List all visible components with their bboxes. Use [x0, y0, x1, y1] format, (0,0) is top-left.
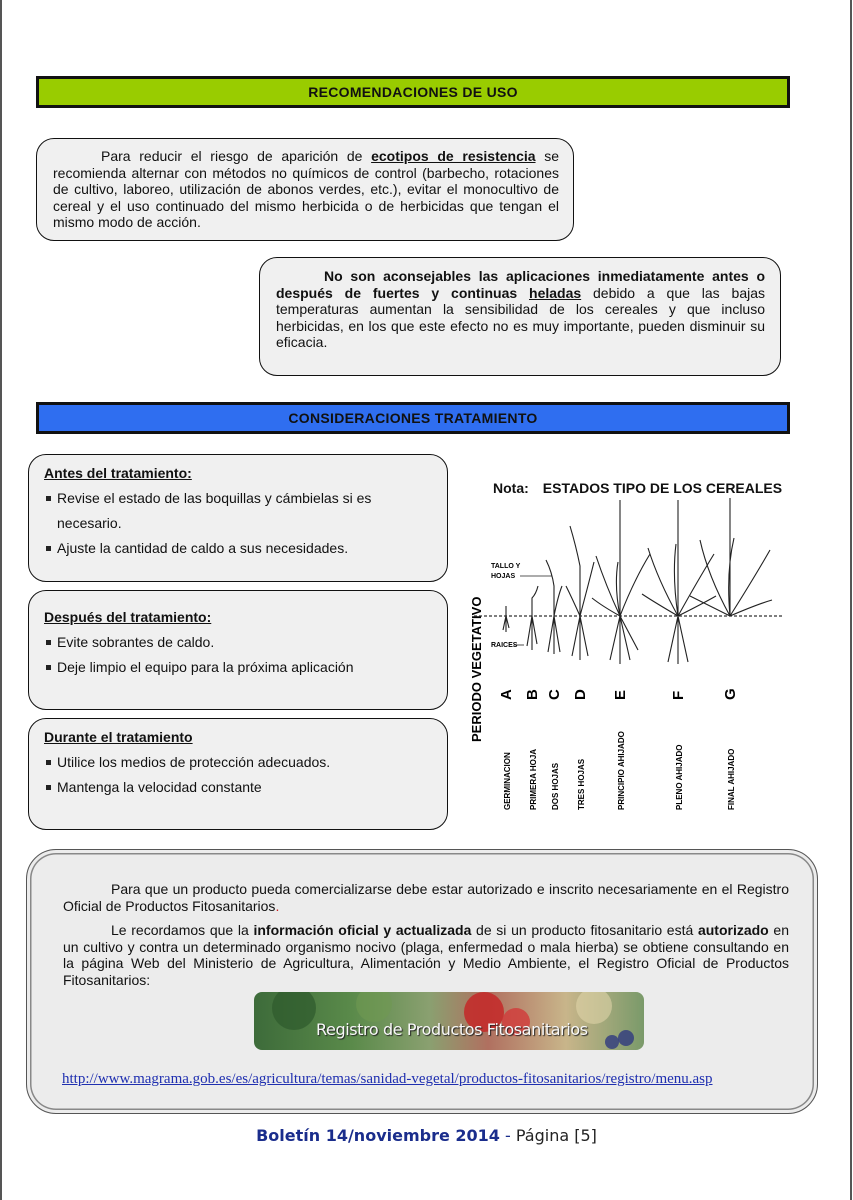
info-paragraph-1 [63, 881, 789, 914]
info-p2-c: de si un producto fitosanitario está [471, 922, 698, 938]
footer-separator: - [499, 1126, 516, 1145]
durante-list [44, 750, 433, 800]
plant-f [642, 500, 716, 664]
consideraciones-header [36, 402, 790, 434]
axis-label: PERIODO VEGETATIVO [469, 596, 484, 742]
antes-list [44, 486, 433, 561]
list-item: Deje limpio el equipo para la próxima aplicación [44, 655, 433, 680]
stage-letter: E [612, 689, 629, 700]
recomendacion-resistencia-text [53, 148, 559, 231]
info-paragraph-2 [63, 922, 789, 988]
tallo-label: TALLO Y [491, 563, 521, 570]
footer-page: Página [5] [515, 1126, 597, 1145]
recomendaciones-header [36, 76, 790, 108]
cereal-stages-figure [460, 470, 790, 820]
antes-heading: Antes del tratamiento: [44, 465, 192, 481]
page-border-left [0, 0, 2, 1200]
rec1-emphasis: ecotipos de resistencia [371, 148, 536, 164]
recomendacion-heladas-box [259, 257, 781, 376]
raices-label: RAICES [491, 642, 518, 649]
page-border-right [850, 0, 852, 1200]
info-p1-dot: . [275, 897, 280, 914]
durante-heading: Durante el tratamiento [44, 729, 193, 745]
despues-tratamiento-box [28, 590, 448, 710]
stage-name: PRINCIPIO AHIJADO [617, 731, 626, 810]
list-item: Mantenga la velocidad constante [44, 775, 433, 800]
recomendacion-resistencia-box [36, 138, 574, 241]
stage-name: PRIMERA HOJA [529, 748, 538, 810]
rec2-post: debido a que las bajas temperaturas aumentan la sensibilidad de los cereales y que incluso herbicidas, en los que este efecto no es muy importante, pueden disminuir su eficacia. [276, 284, 765, 350]
rec1-post: se recomienda alternar con métodos no químicos de control (barbecho, rotaciones de cultivo, laboreo, utilización de abonos verdes, etc.), evitar el monocultivo de cereal y el uso continuado del mismo herbicida o de herbicidas que tengan el mismo modo de acción. [53, 148, 559, 230]
despues-list [44, 630, 433, 680]
figure-title-line [493, 480, 782, 496]
recomendaciones-title: RECOMENDACIONES DE USO [308, 84, 518, 100]
stage-letter: B [524, 689, 541, 700]
stage-letter: D [572, 689, 589, 700]
footer-boletin: Boletín 14/noviembre 2014 [256, 1126, 500, 1145]
despues-heading: Después del tratamiento: [44, 609, 212, 625]
plant-c [546, 560, 562, 654]
plant-g [690, 498, 772, 616]
consideraciones-title: CONSIDERACIONES TRATAMIENTO [288, 410, 538, 426]
info-p2-a: Le recordamos que la [111, 922, 254, 938]
stage-name: TRES HOJAS [577, 758, 586, 810]
registro-banner-image[interactable] [254, 992, 644, 1050]
stage-letter: F [670, 690, 687, 700]
cereal-stages-illustration [460, 470, 790, 820]
stage-name: GERMINACION [503, 752, 512, 810]
hojas-label: HOJAS [491, 573, 516, 580]
info-p2-b: información oficial y actualizada [253, 922, 472, 938]
stage-name: DOS HOJAS [551, 762, 560, 810]
plant-d [566, 526, 594, 660]
list-item: Ajuste la cantidad de caldo a sus necesidades. [44, 536, 433, 561]
stage-name: FINAL AHIJADO [727, 748, 736, 810]
registro-banner-text: Registro de Productos Fitosanitarios [316, 1020, 588, 1039]
list-item: Revise el estado de las boquillas y cámbielas si es necesario. [44, 486, 433, 536]
stage-letter: A [498, 689, 515, 700]
recomendacion-heladas-text [276, 268, 765, 351]
figure-nota: Nota: [493, 480, 529, 496]
rec2-bold-pre: No son aconsejables las aplicaciones inmediatamente antes o después de fuertes y continuas [276, 268, 765, 301]
rec2-heladas: heladas [529, 284, 582, 301]
durante-tratamiento-box [28, 718, 448, 830]
info-p1-main: Para que un producto pueda comercializarse debe estar autorizado e inscrito necesariamente en el Registro Oficial de Productos Fitosanitarios [63, 881, 789, 914]
rec1-pre: Para reducir el riesgo de aparición de [101, 148, 372, 164]
antes-tratamiento-box [28, 454, 448, 582]
stage-name: PLENO AHIJADO [675, 744, 684, 810]
list-item: Evite sobrantes de caldo. [44, 630, 433, 655]
plant-b [527, 586, 538, 650]
info-p2-e: en un cultivo y contra un determinado organismo nocivo (plaga, enfermedad o mala hierba) se obtiene consultando en la página Web del Ministerio de Agricultura, Alimentación y Medio Ambiente, el Registro Oficial de Productos Fitosanitarios: [63, 922, 789, 988]
registro-url-link[interactable]: http://www.magrama.gob.es/es/agricultura/temas/sanidad-vegetal/productos-fitosanitarios/registro/menu.asp [62, 1071, 713, 1087]
plant-e [592, 500, 650, 664]
list-item: Utilice los medios de protección adecuados. [44, 750, 433, 775]
page-footer [0, 1126, 853, 1145]
figure-title: ESTADOS TIPO DE LOS CEREALES [542, 480, 783, 496]
stage-letter: G [722, 688, 739, 700]
stage-letter: C [546, 689, 563, 700]
plant-a [503, 606, 509, 632]
info-p2-d: autorizado [697, 922, 769, 938]
